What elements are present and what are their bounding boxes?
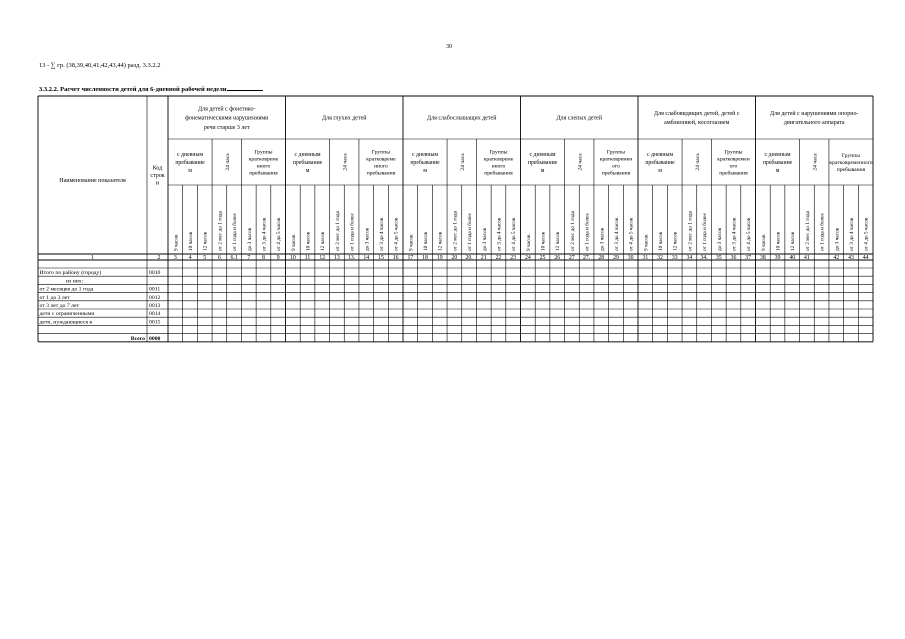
- code-header: и: [155, 180, 160, 187]
- day-stay-header: с дневным: [177, 152, 204, 159]
- column-number: 3: [173, 255, 177, 261]
- day-stay-header: м: [423, 168, 427, 175]
- group-title: фонематическими нарушениями: [185, 115, 269, 122]
- day-stay-header: м: [540, 168, 545, 175]
- leaf-label: 9 часов: [643, 234, 650, 251]
- h24-header: 24 часа: [694, 153, 701, 171]
- leaf-label: от 2 мес до 1 года: [804, 211, 811, 251]
- page-number: 30: [446, 44, 452, 50]
- table-text: [40, 105, 873, 341]
- leaf-label: от 3 до 4 часов: [378, 217, 385, 251]
- row-label: дети, нуждающиеся в: [39, 319, 93, 326]
- leaf-label: 12 часов: [672, 231, 679, 251]
- column-number: 19: [436, 255, 443, 261]
- day-stay-header: с дневным: [764, 152, 791, 159]
- group-title: речи старше 3 лет: [203, 124, 250, 131]
- column-number: 15: [378, 255, 384, 261]
- row-code: 0015: [149, 319, 161, 326]
- short-stay-header: Группы: [254, 149, 273, 156]
- column-number: 7: [247, 255, 251, 261]
- column-number: 44: [862, 255, 869, 261]
- short-stay-header: Группы: [489, 149, 508, 156]
- row-code: 0014: [149, 311, 161, 318]
- short-stay-header: ого: [612, 163, 620, 170]
- short-stay-header: нного: [491, 163, 506, 170]
- day-stay-header: м: [305, 168, 310, 175]
- column-number: 30: [627, 255, 634, 261]
- day-stay-header: пребывание: [645, 160, 675, 167]
- row-code: 0012: [149, 294, 161, 301]
- leaf-label: от 4 до 5 часов: [276, 217, 283, 251]
- h24-header: 24 часа: [342, 153, 349, 171]
- column-number: 17: [407, 255, 414, 261]
- leaf-label: 12 часов: [555, 231, 562, 251]
- short-stay-header: кратковреме: [483, 156, 514, 163]
- leaf-label: от 1 года и более: [349, 213, 356, 251]
- column-number: 27: [569, 255, 575, 261]
- leaf-label: от 2 мес до 1 года: [217, 211, 224, 251]
- column-number: 20.: [465, 255, 473, 261]
- leaf-label: от 3 до 4 часов: [261, 217, 268, 251]
- short-stay-header: ого: [729, 163, 738, 170]
- leaf-label: 10 часов: [188, 231, 195, 251]
- column-number: 9: [276, 255, 280, 261]
- leaf-label: 12 часов: [437, 231, 444, 251]
- column-number: 22: [495, 255, 502, 261]
- column-number: 6.1: [230, 255, 238, 261]
- column-number: 35: [715, 255, 722, 261]
- column-number: 23: [510, 255, 517, 261]
- leaf-label: от 4 до 5 часов: [393, 217, 400, 251]
- column-number: 8: [262, 255, 265, 261]
- day-stay-header: м: [658, 168, 662, 175]
- code-header: Код: [152, 165, 163, 172]
- column-number: 20: [451, 255, 458, 261]
- column-number: 36: [730, 255, 737, 261]
- leaf-label: от 2 мес до 1 года: [569, 211, 576, 251]
- column-number: 21: [480, 255, 487, 261]
- day-stay-header: с дневным: [647, 152, 674, 159]
- short-stay-header: пребывания: [719, 170, 748, 177]
- short-stay-header: пребывания: [836, 166, 866, 173]
- name-header: Наименование показателя: [59, 178, 126, 184]
- short-stay-header: кратковремен: [717, 156, 750, 163]
- short-stay-header: Группы: [724, 149, 743, 156]
- row-code: 0013: [149, 303, 161, 309]
- short-stay-header: кратковременного: [829, 159, 873, 166]
- column-number: 14: [363, 255, 370, 261]
- leaf-label: 12 часов: [320, 231, 327, 251]
- day-stay-header: пребывание: [762, 160, 793, 167]
- short-stay-header: пребывания: [249, 170, 278, 177]
- column-number: 39: [774, 255, 781, 261]
- code-header: строк: [150, 173, 165, 180]
- leaf-label: от 2 мес до 1 года: [687, 211, 694, 251]
- group-title: Для слабовидящих детей, детей с: [654, 111, 740, 117]
- column-number: 42: [833, 255, 840, 261]
- leaf-label: 10 часов: [775, 231, 782, 251]
- leaf-label: от 3 до 4 часов: [731, 217, 738, 251]
- column-number: 1: [91, 255, 94, 261]
- day-stay-header: с дневным: [412, 152, 439, 159]
- column-number: 26: [554, 255, 561, 261]
- column-number: 33: [671, 255, 678, 261]
- formula-note: 13 - ∑ гр. (38,39,40,41,42,43,44) разд. 3.3.2.2: [39, 62, 161, 69]
- row-label: от 1 до 3 лет: [39, 294, 70, 301]
- group-title: Для слабослышащих детей: [427, 115, 497, 122]
- leaf-label: 10 часов: [305, 231, 312, 251]
- leaf-label: 10 часов: [658, 231, 665, 251]
- leaf-label: от 1 года и более: [467, 213, 474, 251]
- leaf-label: от 1 года и более: [702, 213, 709, 251]
- row-code: 0011: [149, 286, 161, 293]
- column-number: 6: [217, 255, 221, 261]
- leaf-label: от 4 до 5 часов: [863, 217, 870, 251]
- short-stay-header: пребывания: [601, 170, 631, 177]
- column-number: 41: [804, 255, 810, 261]
- leaf-label: от 1 года и более: [584, 213, 591, 251]
- leaf-label: от 1 года и более: [819, 213, 826, 251]
- leaf-label: до 3 часов: [246, 227, 253, 251]
- leaf-label: от 2 мес до 1 года: [334, 211, 341, 251]
- leaf-label: 10 часов: [423, 231, 430, 251]
- column-number: 34: [686, 255, 693, 261]
- leaf-label: от 1 года и более: [232, 213, 239, 251]
- column-number: 16: [392, 255, 399, 261]
- section-title-text: 3.3.2.2. Расчет численности детей для 6-дневной рабочей недели: [39, 86, 227, 93]
- h24-header: 24 часа: [577, 153, 584, 171]
- leaf-label: 9 часов: [760, 234, 767, 251]
- row-label: из них:: [66, 278, 84, 285]
- column-number: 34.: [700, 255, 708, 261]
- day-stay-header: с дневным: [294, 152, 321, 159]
- group-title: Для детей с нарушениями опорно-: [770, 111, 859, 117]
- short-stay-header: пребывания: [484, 170, 513, 177]
- short-stay-header: кратковремен: [599, 156, 633, 163]
- total-label: Всего: [130, 335, 145, 342]
- column-number: 24: [524, 255, 531, 261]
- leaf-label: от 3 до 4 часов: [848, 217, 855, 251]
- day-stay-header: м: [775, 168, 780, 175]
- column-number: 29: [613, 255, 619, 261]
- total-code: 0000: [149, 335, 161, 342]
- short-stay-header: кратковреме: [248, 156, 279, 163]
- row-label: от 2 месяцев до 1 года: [39, 286, 94, 293]
- leaf-label: 9 часов: [525, 234, 532, 251]
- column-number: 10: [289, 255, 296, 261]
- column-number: 11: [304, 255, 311, 261]
- group-title: Для слепых детей: [556, 115, 603, 122]
- column-number: 28: [598, 255, 605, 261]
- leaf-label: 12 часов: [790, 231, 797, 251]
- leaf-label: 9 часов: [173, 234, 180, 251]
- group-title: двигательного аппарата: [783, 120, 845, 127]
- leaf-label: от 4 до 5 часов: [628, 217, 635, 251]
- day-stay-header: пребывание: [292, 160, 323, 167]
- short-stay-header: Группы: [371, 149, 391, 156]
- leaf-label: от 2 мес до 1 года: [452, 211, 459, 251]
- short-stay-header: Группы: [606, 149, 626, 156]
- h24-header: 24 часа: [224, 153, 231, 171]
- short-stay-header: пребывания: [366, 170, 396, 177]
- column-number: 5: [203, 255, 207, 261]
- short-stay-header: нного: [256, 163, 271, 170]
- column-number: 27.: [582, 255, 591, 261]
- column-number: 31: [642, 255, 649, 261]
- column-number: 40: [789, 255, 796, 261]
- h24-header: 24 часа: [812, 153, 819, 171]
- leaf-label: до 3 часов: [599, 227, 606, 251]
- leaf-label: до 3 часов: [716, 227, 723, 251]
- column-number: 43: [848, 255, 854, 261]
- leaf-label: 9 часов: [290, 234, 297, 251]
- column-number: 13.: [347, 255, 356, 261]
- leaf-label: 10 часов: [540, 231, 547, 251]
- day-stay-header: пребывание: [410, 160, 440, 167]
- leaf-label: до 3 часов: [834, 227, 841, 251]
- leaf-label: до 3 часов: [364, 227, 371, 251]
- group-title: Для детей с фонетико-: [198, 106, 256, 113]
- column-number: 38: [759, 255, 766, 261]
- short-stay-header: кратковреме: [366, 156, 396, 163]
- leaf-label: от 4 до 5 часов: [746, 217, 753, 251]
- group-title: Для глухих детей: [322, 115, 367, 122]
- column-number: 37: [745, 255, 752, 261]
- column-number: 32: [657, 255, 663, 261]
- leaf-label: от 4 до 5 часов: [511, 217, 518, 251]
- short-stay-header: Группы: [841, 152, 861, 159]
- day-stay-header: пребывание: [175, 160, 205, 167]
- leaf-label: до 3 часов: [481, 227, 488, 251]
- row-code: 0010: [149, 270, 161, 277]
- day-stay-header: м: [188, 168, 192, 175]
- row-label: Итого по району (городу): [39, 270, 102, 277]
- column-number: 4: [188, 255, 192, 261]
- group-title: амблиопией, косоглазием: [664, 120, 730, 127]
- leaf-label: от 3 до 4 часов: [496, 217, 503, 251]
- column-number: 25: [539, 255, 546, 261]
- day-stay-header: с дневным: [529, 152, 556, 159]
- h24-header: 24 часа: [459, 153, 466, 171]
- column-number: 12: [319, 255, 326, 261]
- column-number: 13: [334, 255, 340, 261]
- row-label: дети с ограниченными: [39, 311, 95, 318]
- leaf-label: 12 часов: [202, 231, 209, 251]
- leaf-label: от 3 до 4 часов: [613, 217, 620, 251]
- column-number: 2: [157, 255, 161, 261]
- column-number: 18: [422, 255, 428, 261]
- day-stay-header: пребывание: [527, 160, 558, 167]
- leaf-label: 9 часов: [408, 234, 415, 251]
- short-stay-header: нного: [374, 163, 388, 170]
- row-label: от 3 лет до 7 лет: [39, 303, 79, 309]
